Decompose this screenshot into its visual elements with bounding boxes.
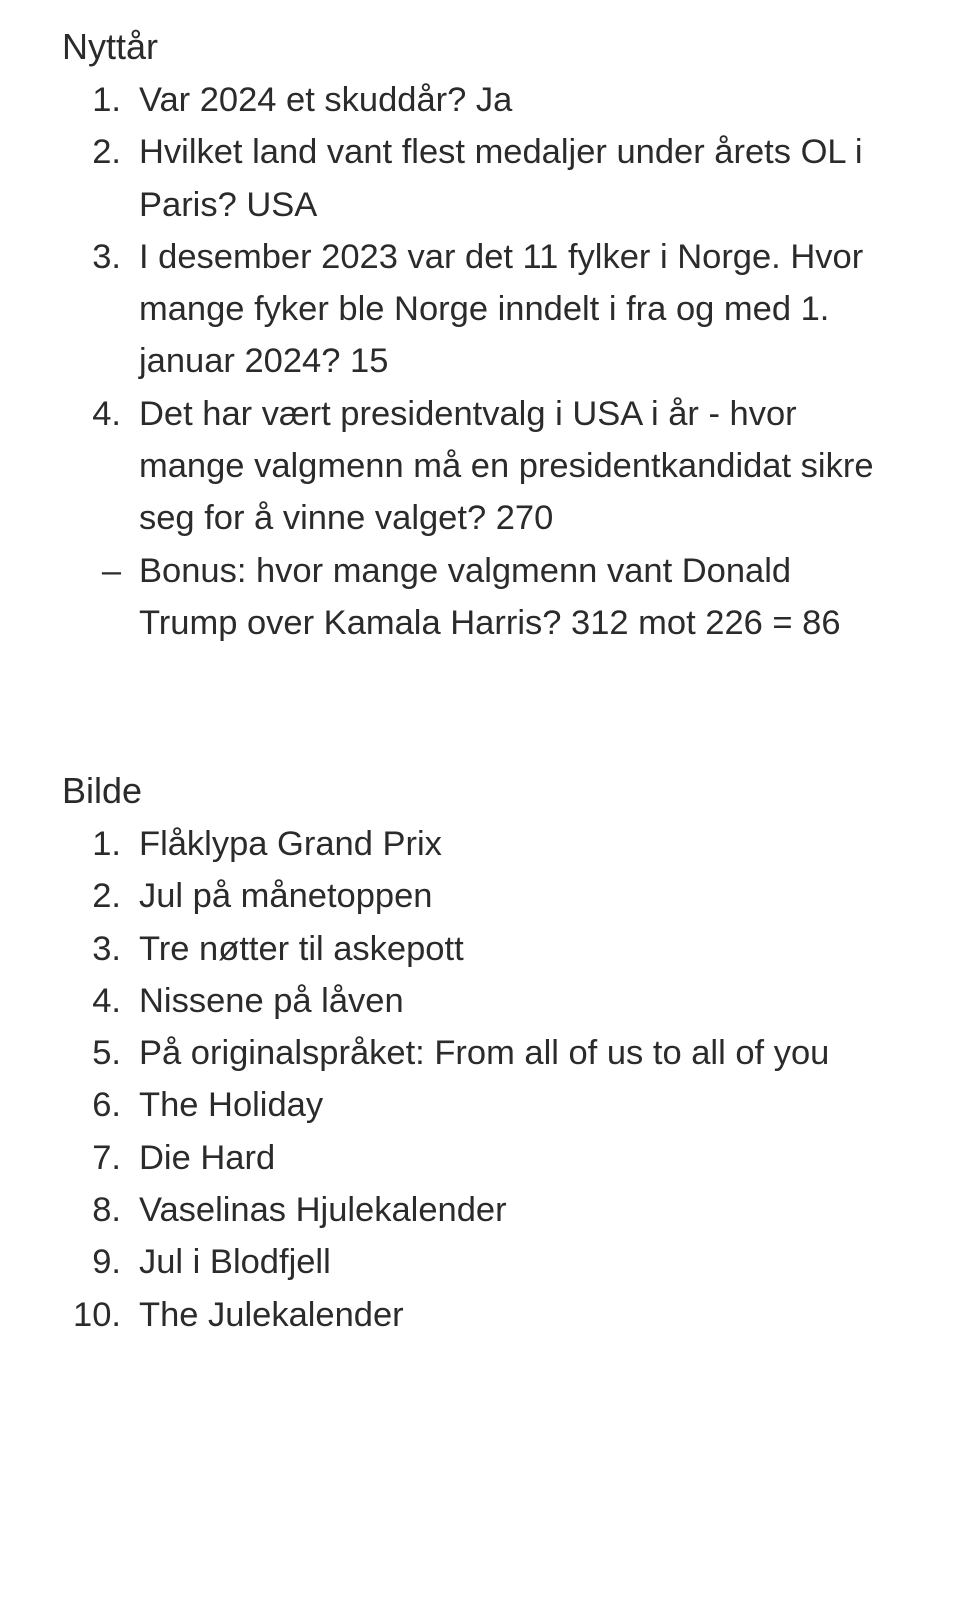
- list-item: [0, 975, 960, 1027]
- list-marker: 6.: [92, 1086, 121, 1125]
- list-item: [0, 1132, 960, 1184]
- list-marker: 3.: [92, 237, 121, 276]
- list-item: [0, 1027, 960, 1079]
- section-title-nyttar: Nyttår: [62, 26, 159, 67]
- list-marker: 10.: [73, 1295, 121, 1334]
- quiz-list-bilde: [0, 818, 960, 1341]
- list-marker: 1.: [92, 825, 121, 863]
- list-item-text: Jul på månetoppen: [139, 877, 433, 916]
- list-item: [0, 1184, 960, 1236]
- list-marker: 3.: [92, 929, 121, 968]
- list-item: [0, 231, 960, 388]
- list-item-text: The Julekalender: [139, 1295, 404, 1334]
- list-item-text: The Holiday: [139, 1086, 324, 1125]
- list-item: [0, 818, 960, 870]
- list-item-text: På originalspråket: From all of us to all of you: [139, 1034, 830, 1073]
- list-item: [0, 1079, 960, 1131]
- list-marker: 5.: [92, 1034, 121, 1073]
- list-marker: 9.: [92, 1243, 121, 1282]
- list-item: [0, 1236, 960, 1288]
- list-item-text: Flåklypa Grand Prix: [139, 825, 442, 863]
- list-item: [0, 74, 960, 126]
- list-marker: 4.: [92, 981, 121, 1020]
- list-marker: 4.: [92, 394, 121, 433]
- list-item-text: Tre nøtter til askepott: [139, 929, 464, 968]
- list-item: [0, 1289, 960, 1341]
- list-item-text: Bonus: hvor mange valgmenn vant Donald Trump over Kamala Harris? 312 mot 226 = 86: [139, 551, 841, 642]
- list-item-text: I desember 2023 var det 11 fylker i Norge. Hvor mange fyker ble Norge inndelt i fra og med 1. januar 2024? 15: [139, 237, 864, 381]
- list-item-text: Det har vært presidentvalg i USA i år - hvor mange valgmenn må en presidentkandidat sikre seg for å vinne valget? 270: [139, 394, 874, 538]
- list-marker: 2.: [92, 877, 121, 916]
- list-marker-dash: –: [101, 551, 121, 590]
- list-item: [0, 126, 960, 231]
- list-item-text: Hvilket land vant flest medaljer under årets OL i Paris? USA: [139, 133, 863, 224]
- list-marker: 8.: [92, 1191, 121, 1230]
- list-marker: 2.: [92, 133, 121, 172]
- list-item-text: Die Hard: [139, 1138, 276, 1177]
- list-marker: 7.: [92, 1138, 121, 1177]
- list-item: [0, 923, 960, 975]
- list-item: [0, 870, 960, 922]
- list-item: [0, 388, 960, 545]
- quiz-list-nyttar: [0, 74, 960, 649]
- list-marker: 1.: [92, 81, 121, 119]
- list-item-bonus: [0, 545, 960, 650]
- section-title-bilde: Bilde: [62, 770, 143, 811]
- list-item-text: Jul i Blodfjell: [139, 1243, 331, 1282]
- list-item-text: Vaselinas Hjulekalender: [139, 1191, 507, 1230]
- list-item-text: Nissene på låven: [139, 981, 404, 1020]
- list-item-text: Var 2024 et skuddår? Ja: [139, 81, 513, 119]
